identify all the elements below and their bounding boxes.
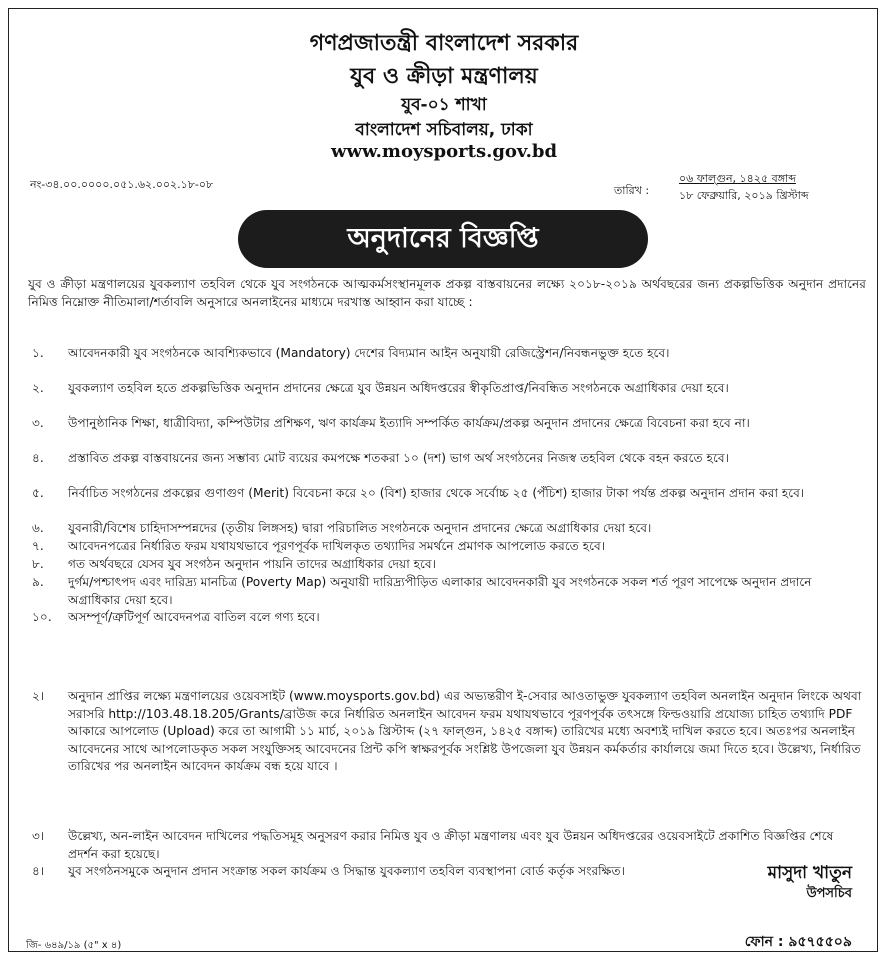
phone-number: ফোন : ৯৫৭৫৫০৯: [744, 934, 852, 950]
list-item: ৫. নির্বাচিত সংগঠনের প্রকল্পের গুণাগুণ (Merit) বিবেচনা করে ২০ (বিশ) হাজার থেকে সর্বোচ্চ ২৫ (পঁচিশ) হাজার টাকা পর্যন্ত প্রকল্প অনুদান প্রদান করা হবে।: [32, 486, 805, 500]
government-name: গণপ্রজাতন্ত্রী বাংলাদেশ সরকার: [309, 31, 579, 56]
list-item: ৪। যুব সংগঠনসমুকে অনুদান প্রদান সংক্রান্ত সকল কার্যক্রম ও সিদ্ধান্ত যুবকল্যাণ তহবিল ব্যবস্থাপনা বোর্ড কর্তৃক সংরক্ষিত।: [32, 864, 626, 878]
website-url: www.moysports.gov.bd: [330, 141, 558, 162]
list-item: ৬. যুবনারী/বিশেষ চাহিদাসম্পন্নদের (তৃতীয় লিঙ্গসহ) দ্বারা পরিচালিত সংগঠনকে অনুদান প্রদানের ক্ষেত্রে অগ্রাধিকার দেয়া হবে।: [32, 521, 652, 535]
print-code: জি- ৬৪৯/১৯ (৫" x ৪): [26, 940, 122, 951]
signatory-name: মাসুদা খাতুন: [767, 863, 852, 883]
list-item: ১০. অসম্পূর্ণ/ত্রুটিপূর্ণ আবেদনপত্র বাতিল বলে গণ্য হবে।: [32, 610, 320, 624]
list-item: ৮. গত অর্থবছরে যেসব যুব সংগঠন অনুদান পায়নি তাদের অগ্রাধিকার দেয়া হবে।: [32, 557, 437, 571]
signatory-title: উপসচিব: [806, 886, 852, 901]
date-bangla: ০৬ ফাল্গুন, ১৪২৫ বঙ্গাব্দ: [679, 172, 796, 185]
list-item: ৯. দুর্গম/পশ্চাৎপদ এবং দারিদ্র্য মানচিত্র (Poverty Map) অনুযায়ী দারিদ্র্যপীড়িত এলাকার আবেদনকারী যুব সংগঠনকে সকল শর্ত পূরণ সাপেক্ষে অনুদান প্রদানে অগ্রাধিকার দেয়া হবে।: [32, 575, 812, 607]
office-address: বাংলাদেশ সচিবালয়, ঢাকা: [355, 120, 533, 140]
list-item: ৩। উল্লেখ্য, অন-লাইন আবেদন দাখিলের পদ্ধতিসমূহ অনুসরণ করার নিমিত্ত যুব ও ক্রীড়া মন্ত্রণালয় এবং যুব উন্নয়ন অধিদপ্তরের ওয়েবসাইটে প্রকাশিত বিজ্ঞপ্তির শেষে প্রদর্শন করা হয়েছে।: [32, 829, 834, 861]
date-english: ১৮ ফেব্রুয়ারি, ২০১৯ খ্রিস্টাব্দ: [679, 189, 809, 202]
ministry-name: যুব ও ক্রীড়া মন্ত্রণালয়: [350, 64, 538, 89]
notes-list: [28, 688, 866, 881]
list-item: ২। অনুদান প্রাপ্তির লক্ষ্যে মন্ত্রণালয়ের ওয়েবসাইট (www.moysports.gov.bd) এর অভ্যন্তরীণ ই-সেবার আওতাভুক্ত যুবকল্যাণ তহবিল অনলাইন অনুদান লিংকে অথবা সরাসরি http://103.48.18.205/Grants/ব্রাউজ করে নির্ধারিত অনলাইন আবেদন ফরম যথাযথভাবে পূরণপূর্বক তৎসঙ্গে ফিল্ডওয়ারি প্রযোজ্য চাহিত তথ্যাদি PDF আকারে আপলোড (Upload) করে তা আগামী ১১ মার্চ, ২০১৯ খ্রিস্টাব্দ (২৭ ফাল্গুন, ১৪২৫ বঙ্গাব্দ) তারিখের মধ্যে অবশ্যই দাখিল করতে হবে। অতঃপর অনলাইন আবেদনের সাথে আপলোডকৃত সকল সংযুক্তিসহ আবেদনের প্রিন্ট কপি স্বাক্ষরপূর্বক সংশ্লিষ্ট উপজেলা যুব উন্নয়ন কর্মকর্তার কার্যালয়ে জমা দিতে হবে। উল্লেখ্য, নির্ধারিত তারিখের পর অনলাইন আবেদন কার্যক্রম বন্ধ হয়ে যাবে ।: [32, 689, 862, 773]
conditions-list: [28, 345, 866, 627]
list-item: ১. আবেদনকারী যুব সংগঠনকে আবশ্যিকভাবে (Mandatory) দেশের বিদ্যমান আইন অনুযায়ী রেজিস্ট্রেশন/নিবন্ধনভুক্ত হতে হবে।: [32, 346, 670, 360]
memo-number: নং-৩৪.০০.০০০০.০৫১.৬২.০০২.১৮-০৮: [30, 178, 214, 191]
list-item: ২. যুবকল্যাণ তহবিল হতে প্রকল্পভিত্তিক অনুদান প্রদানের ক্ষেত্রে যুব উন্নয়ন অধিদপ্তরের স্বীকৃতিপ্রাপ্ত/নিবন্ধিত সংগঠনকে অগ্রাধিকার দেয়া হবে।: [32, 381, 729, 395]
list-item: ৪. প্রস্তাবিত প্রকল্প বাস্তবায়নের জন্য সম্ভাব্য মোট ব্যয়ের কমপক্ষে শতকরা ১০ (দশ) ভাগ অর্থ সংগঠনের নিজস্ব তহবিল থেকে বহন করতে হবে।: [32, 451, 729, 465]
list-item: ৭. আবেদনপত্রের নির্ধারিত ফরম যথাযথভাবে পূরণপূর্বক দাখিলকৃত তথ্যাদির সমর্থনে প্রমাণক আপলোড করতে হবে।: [32, 539, 606, 553]
intro-paragraph: যুব ও ক্রীড়া মন্ত্রণালয়ের যুবকল্যাণ তহবিল থেকে যুব সংগঠনকে আত্মকর্মসংস্থানমূলক প্রকল্প বাস্তবায়নের লক্ষ্যে ২০১৮-২০১৯ অর্থবছরের জন্য প্রকল্পভিত্তিক অনুদান প্রদানের নিমিত্ত নিম্নোক্ত নীতিমালা/শর্তাবলি অনুসারে অনলাইনের মাধ্যমে দরখাস্ত আহ্বান করা যাচ্ছে :: [28, 277, 866, 309]
list-item: ৩. উপানুষ্ঠানিক শিক্ষা, ধাত্রীবিদ্যা, কম্পিউটার প্রশিক্ষণ, ঋণ কার্যক্রম ইত্যাদি সম্পর্কিত কার্যক্রম/প্রকল্প অনুদান প্রদানের ক্ষেত্রে বিবেচনা করা হবে না।: [32, 416, 750, 430]
date-label: তারিখ :: [614, 184, 650, 197]
branch-name: যুব-০১ শাখা: [401, 95, 487, 115]
notice-title: অনুদানের বিজ্ঞপ্তি: [238, 210, 648, 268]
